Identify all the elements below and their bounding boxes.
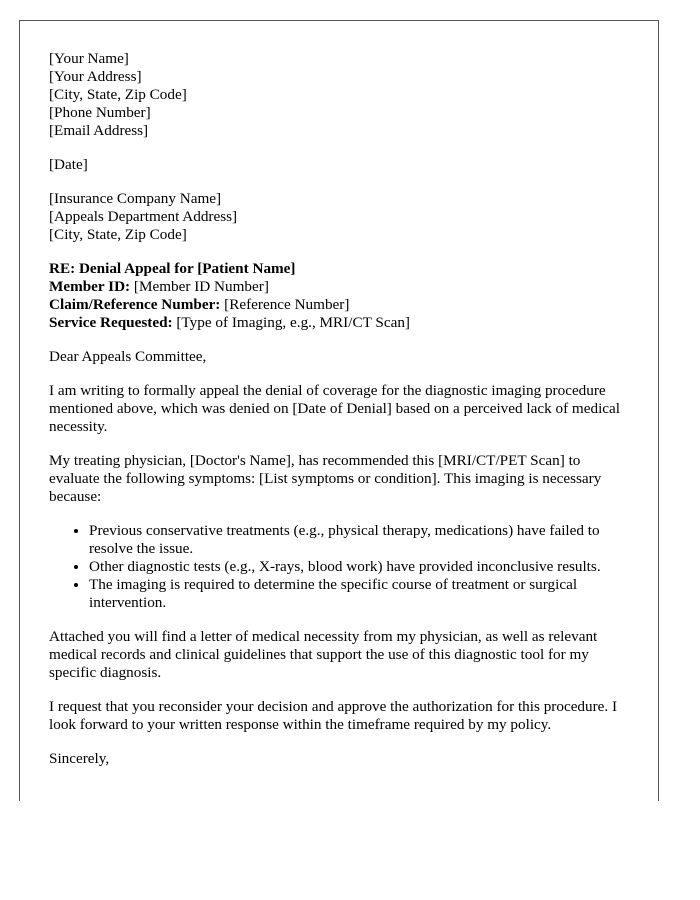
salutation: Dear Appeals Committee, — [49, 348, 207, 365]
recipient-address-block — [49, 190, 630, 244]
list-item: • The imaging is required to determine the specific course of treatment or surgical intervention. — [89, 576, 630, 612]
service-requested-label: Service Requested: — [49, 314, 173, 331]
letter-date: [Date] — [49, 156, 88, 173]
sender-address-block — [49, 50, 630, 140]
sender-city-state-zip: [City, State, Zip Code] — [49, 86, 187, 103]
date-block — [49, 156, 630, 174]
reasons-list — [49, 522, 630, 612]
request-paragraph: I request that you reconsider your decision and approve the authorization for this procedure. I look forward to your written response within the timeframe required by my policy. — [49, 698, 618, 733]
member-id-line — [49, 278, 630, 296]
list-item: • Previous conservative treatments (e.g., physical therapy, medications) have failed to resolve the issue. — [89, 522, 630, 558]
member-id-value: [Member ID Number] — [130, 278, 269, 295]
attachments-paragraph: Attached you will find a letter of medical necessity from my physician, as well as relevant medical records and clinical guidelines that support the use of this diagnostic tool for my specific diagnosis. — [49, 628, 598, 681]
service-requested-value: [Type of Imaging, e.g., MRI/CT Scan] — [172, 314, 410, 331]
claim-number-line — [49, 296, 630, 314]
sender-name: [Your Name] — [49, 50, 129, 67]
sender-phone: [Phone Number] — [49, 104, 151, 121]
sender-address: [Your Address] — [49, 68, 142, 85]
service-requested-line — [49, 314, 630, 332]
physician-paragraph: My treating physician, [Doctor's Name], has recommended this [MRI/CT/PET Scan] to evaluate the following symptoms: [List symptoms or condition]. This imaging is necessary because: — [49, 452, 602, 505]
letter-page — [19, 20, 659, 801]
reference-block — [49, 260, 630, 332]
sender-email: [Email Address] — [49, 122, 149, 139]
member-id-label: Member ID: — [49, 278, 131, 295]
claim-number-value: [Reference Number] — [220, 296, 350, 313]
claim-number-label: Claim/Reference Number: — [49, 296, 221, 313]
recipient-company: [Insurance Company Name] — [49, 190, 222, 207]
re-subject: RE: Denial Appeal for [Patient Name] — [49, 260, 296, 277]
intro-paragraph: I am writing to formally appeal the denial of coverage for the diagnostic imaging procedure mentioned above, which was denied on [Date of Denial] based on a perceived lack of medical necessity. — [49, 382, 620, 435]
list-item: • Other diagnostic tests (e.g., X-rays, blood work) have provided inconclusive results. — [89, 558, 630, 576]
closing: Sincerely, — [49, 750, 110, 767]
recipient-department-address: [Appeals Department Address] — [49, 208, 238, 225]
recipient-city-state-zip: [City, State, Zip Code] — [49, 226, 187, 243]
